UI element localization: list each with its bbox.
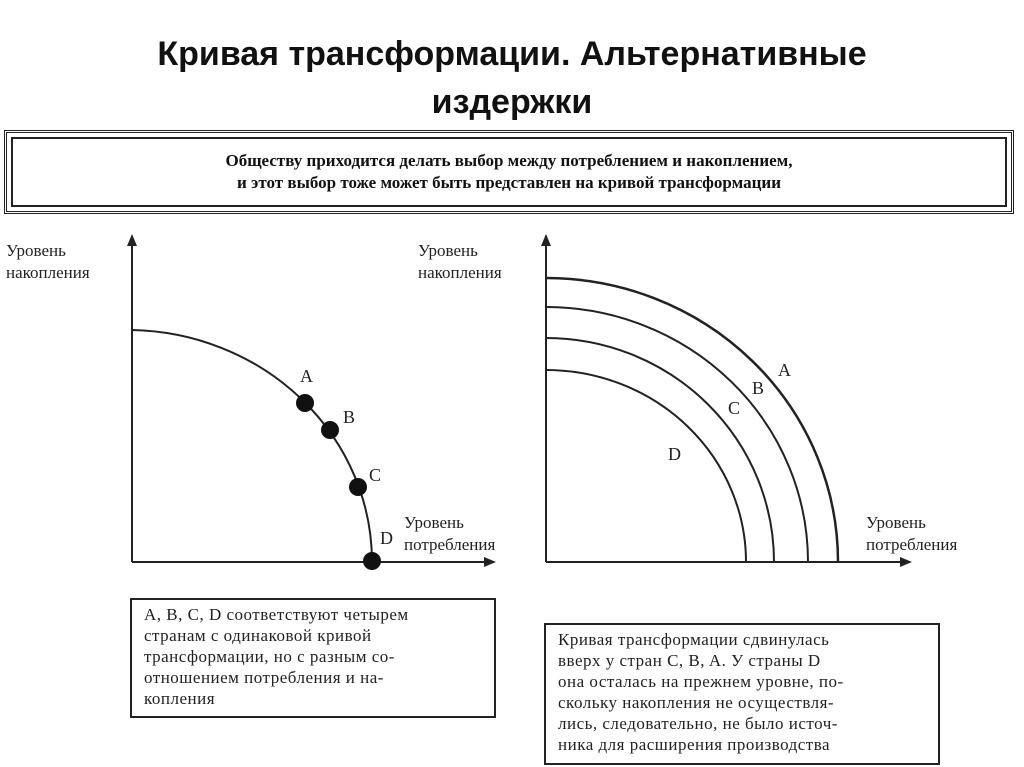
curve-a-label: A [778, 360, 791, 380]
left-x-axis-label [404, 512, 495, 556]
left-y-label-line-2: накопления [6, 263, 90, 282]
right-note [544, 623, 940, 765]
right-y-label-line-1: Уровень [418, 241, 478, 260]
point-a-marker [296, 394, 314, 412]
left-note-line-5: копления [144, 689, 216, 708]
left-note-line-3: трансформации, но с разным со- [144, 647, 395, 666]
right-x-label-line-1: Уровень [866, 513, 926, 532]
left-transformation-curve [132, 330, 372, 562]
point-c-marker [349, 478, 367, 496]
left-y-axis-label [6, 240, 90, 284]
curve-d-label: D [668, 444, 681, 464]
left-note-line-2: странам с одинаковой кривой [144, 626, 372, 645]
left-note-line-1: A, B, C, D соответствуют четырем [144, 605, 409, 624]
point-c-label: C [369, 465, 382, 485]
point-d-marker [363, 552, 381, 570]
point-a-label: A [300, 366, 313, 386]
banner-line-2: и этот выбор тоже может быть представлен на кривой трансформации [237, 173, 781, 192]
curve-a [546, 278, 838, 562]
point-b-marker [321, 421, 339, 439]
curve-d [546, 370, 746, 562]
curve-b-label: B [752, 378, 765, 398]
left-note [130, 598, 496, 718]
title-line-2: издержки [431, 83, 593, 121]
right-note-line-3: она осталась на прежнем уровне, по- [558, 672, 844, 691]
right-note-line-1: Кривая трансформации сдвинулась [558, 630, 830, 649]
left-x-label-line-1: Уровень [404, 513, 464, 532]
right-y-axis-label [418, 240, 502, 284]
right-note-line-4: скольку накопления не осуществля- [558, 693, 835, 712]
right-x-label-line-2: потребления [866, 535, 958, 554]
left-x-label-line-2: потребления [404, 535, 496, 554]
right-note-line-5: лись, следовательно, не было источ- [558, 714, 838, 733]
curve-b [546, 307, 808, 562]
right-x-axis-label [866, 512, 957, 556]
banner-line-1: Обществу приходится делать выбор между потреблением и накоплением, [225, 151, 793, 170]
right-note-line-2: вверх у стран C, B, A. У страны D [558, 651, 821, 670]
left-y-label-line-1: Уровень [6, 241, 66, 260]
point-d-label: D [380, 528, 393, 548]
right-note-line-6: ника для расширения производства [558, 735, 831, 754]
point-b-label: B [343, 407, 356, 427]
curve-c [546, 338, 774, 562]
title-line-1: Кривая трансформации. Альтернативные [157, 35, 867, 73]
right-y-label-line-2: накопления [418, 263, 502, 282]
curve-c-label: C [728, 398, 741, 418]
left-note-line-4: отношением потребления и на- [144, 668, 384, 687]
